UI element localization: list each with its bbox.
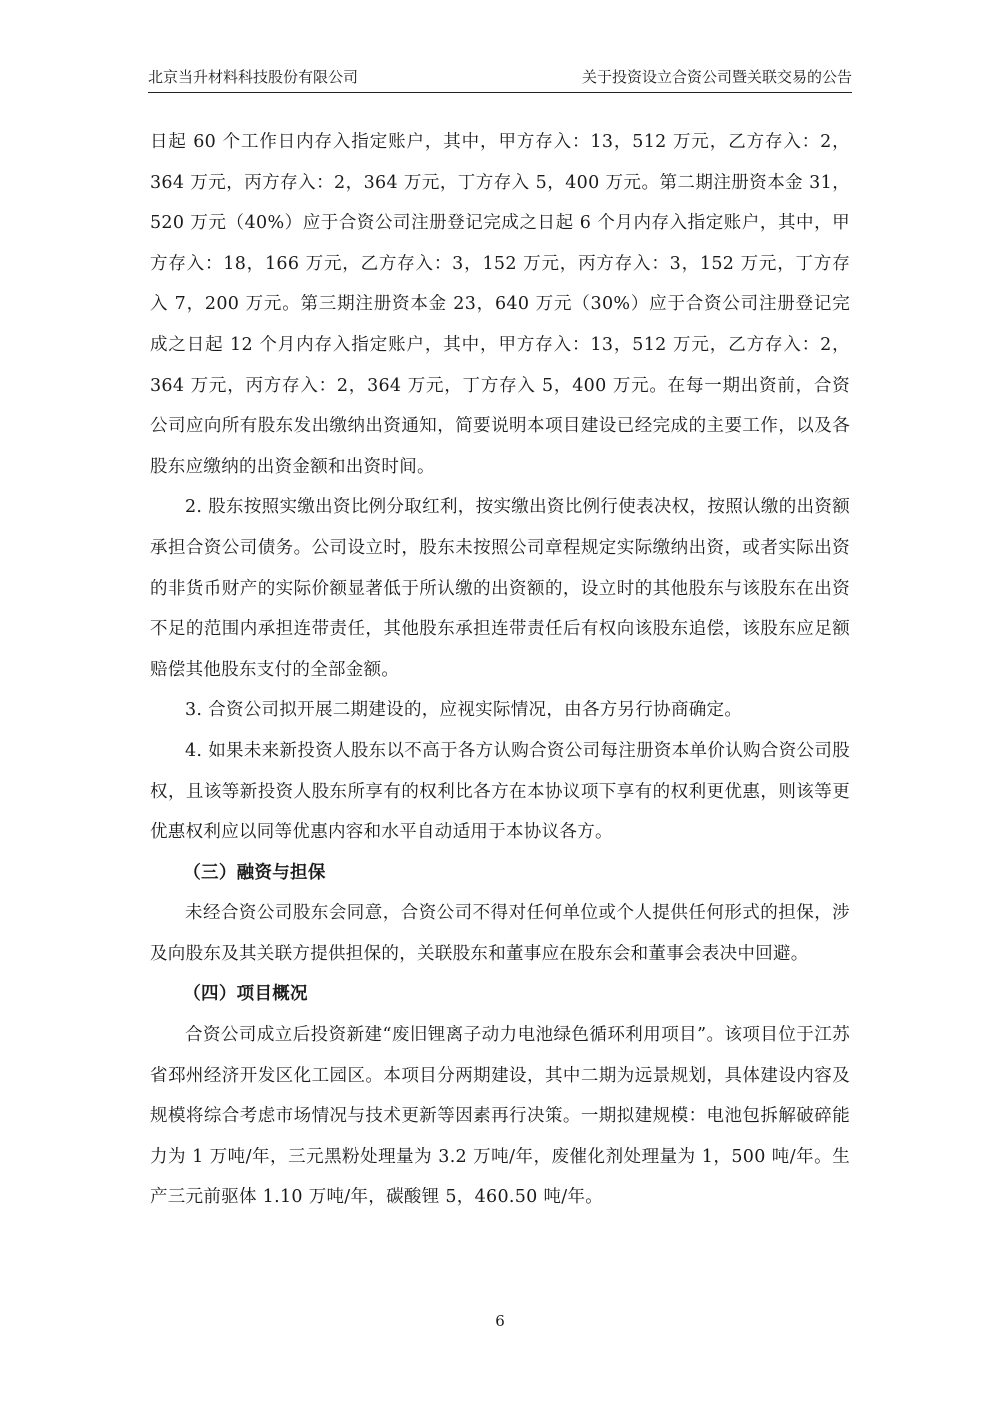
page-number: 6	[495, 1312, 505, 1330]
section-heading-project-overview: （四）项目概况	[183, 984, 308, 1005]
paragraph-financing-guarantee: 未经合资公司股东会同意，合资公司不得对任何单位或个人提供任何形式的担保，涉及向股东及其关联方提供担保的，关联股东和董事应在股东会和董事会表决中回避。	[150, 903, 850, 964]
header-document-title: 关于投资设立合资公司暨关联交易的公告	[581, 68, 852, 86]
section-heading-financing: （三）融资与担保	[183, 862, 326, 883]
paragraph-capital-contribution: 日起 60 个工作日内存入指定账户，其中，甲方存入：13，512 万元，乙方存入：2，364 万元，丙方存入：2，364 万元，丁方存入 5，400 万元。第二期注册资本金 31，520 万元（40%）应于合资公司注册登记完成之日起 6 个月内存入指定账户，其中，甲方存入：18，166 万元，乙方存入：3，152 万元，丙方存入：3，152 万元，丁方存入 7，200 万元。第三期注册资本金 23，640 万元（30%）应于合资公司注册登记完成之日起 12 个月内存入指定账户，其中，甲方存入：13，512 万元，乙方存入：2，364 万元，丙方存入：2，364 万元，丁方存入 5，400 万元。在每一期出资前，合资公司应向所有股东发出缴纳出资通知，简要说明本项目建设已经完成的主要工作，以及各股东应缴纳的出资金额和出资时间。	[150, 132, 850, 477]
paragraph-project-overview: 合资公司成立后投资新建“废旧锂离子动力电池绿色循环利用项目”。该项目位于江苏省邳州经济开发区化工园区。本项目分两期建设，其中二期为远景规划，具体建设内容及规模将综合考虑市场情况与技术更新等因素再行决策。一期拟建规模：电池包拆解破碎能力为 1 万吨/年，三元黑粉处理量为 3.2 万吨/年，废催化剂处理量为 1，500 吨/年。生产三元前驱体 1.10 万吨/年，碳酸锂 5，460.50 吨/年。	[150, 1025, 850, 1208]
document-body	[150, 122, 850, 1218]
paragraph-phase-two: 3. 合资公司拟开展二期建设的，应视实际情况，由各方另行协商确定。	[185, 700, 743, 721]
paragraph-dividends: 2. 股东按照实缴出资比例分取红利，按实缴出资比例行使表决权，按照认缴的出资额承担合资公司债务。公司设立时，股东未按照公司章程规定实际缴纳出资，或者实际出资的非货币财产的实际价额显著低于所认缴的出资额的，设立时的其他股东与该股东在出资不足的范围内承担连带责任，其他股东承担连带责任后有权向该股东追偿，该股东应足额赔偿其他股东支付的全部金额。	[150, 497, 850, 680]
paragraph-new-investors: 4. 如果未来新投资人股东以不高于各方认购合资公司每注册资本单价认购合资公司股权，且该等新投资人股东所享有的权利比各方在本协议项下享有的权利更优惠，则该等更优惠权利应以同等优惠内容和水平自动适用于本协议各方。	[150, 740, 850, 843]
page-header	[148, 68, 852, 93]
header-company-name: 北京当升材料科技股份有限公司	[148, 68, 359, 86]
